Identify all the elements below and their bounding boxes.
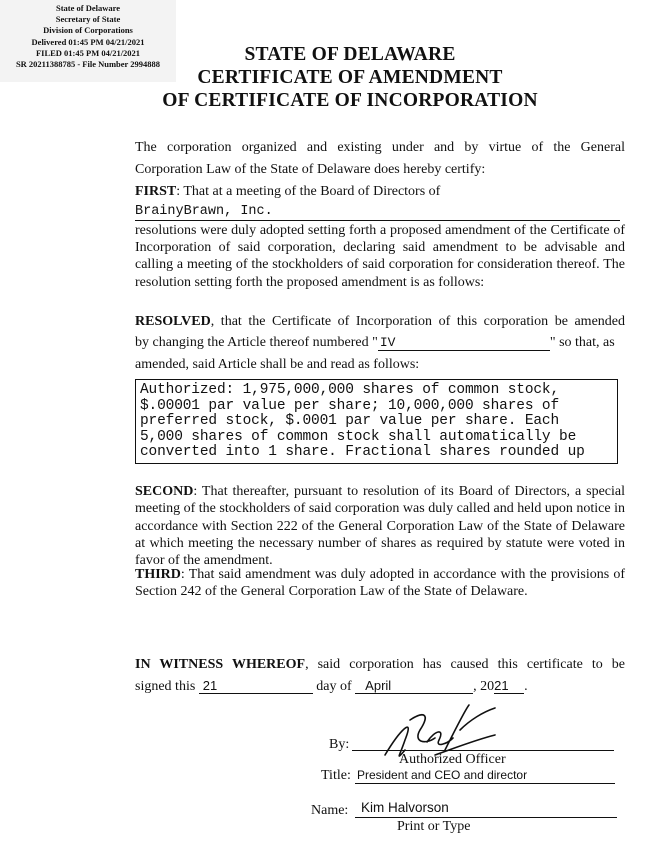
witness-label: IN WITNESS WHEREOF [135,657,306,672]
article-line: 5,000 shares of common stock shall automatically be [140,428,577,445]
print-or-type-label: Print or Type [397,819,471,834]
resolved-text-2a: by changing the Article thereof numbered " [135,335,378,350]
resolved-line-1 [135,313,625,331]
first-paragraph-heading [135,183,625,201]
name-value: Kim Halvorson [361,800,449,815]
title-value: President and CEO and director [357,768,528,782]
first-text: : That at a meeting of the Board of Directors of [176,184,441,199]
article-line: $.00001 par value per share; 10,000,000 shares of [140,397,560,414]
filing-stamp [0,0,176,82]
title-line-1: STATE OF DELAWARE [244,44,456,65]
third-label: THIRD [135,567,181,582]
stamp-line-delivered: Delivered 01:45 PM 04/21/2021 [31,36,145,47]
corporation-name-field [135,203,620,221]
title-label: Title: [321,768,351,783]
resolved-label: RESOLVED [135,314,211,329]
stamp-line-secretary: Secretary of State [55,14,121,25]
stamp-line-division: Division of Corporations [43,25,133,36]
resolved-text-1: , that the Certificate of Incorporation of this corporation be amended [210,314,625,329]
first-label: FIRST [135,184,177,199]
resolved-line-2 [135,334,625,352]
first-resolution-text: resolutions were duly adopted setting forth a proposed amendment of the Certificate of Incorporation of said corporation, declaring said amendment to be advisable and calling a meeting of the stockholders of said corporation for consideration thereof. The resolution setting forth the proposed amendment is as follows: [135,223,625,290]
signed-day: 21 [199,679,313,694]
name-label: Name: [311,803,349,818]
title-line [355,783,615,784]
resolved-text-2b: " so that, as [549,335,615,350]
signed-month: April [355,679,473,694]
witness-line-1 [135,656,625,674]
stamp-line-state: State of Delaware [55,3,121,13]
name-line [355,817,617,818]
second-paragraph [135,483,625,569]
article-line: preferred stock, $.0001 par value per share. Each [140,413,560,430]
resolved-line-3: amended, said Article shall be and read as follows: [135,357,420,372]
stamp-line-filed: FILED 01:45 PM 04/21/2021 [35,47,141,58]
intro-line-2: Corporation Law of the State of Delaware does hereby certify: [135,162,486,177]
signer-role: Authorized Officer [399,752,506,767]
witness-text: , said corporation has caused this certificate to be [305,657,625,672]
second-text: : That thereafter, pursuant to resolution of its Board of Directors, a special meeting of the stockholders of said corporation was duly called and held upon notice in accordance with Section 222 of the General Corporation Law of the State of Delaware at which meeting the necessary number of shares as required by statute were voted in favor of the amendment. [135,484,625,569]
article-number: IV [378,336,550,351]
signed-year: 21 [494,679,524,694]
second-label: SECOND [135,484,194,499]
third-text: : That said amendment was duly adopted in accordance with the provisions of Section 242 of the General Corporation Law of the State of Delaware. [135,567,625,600]
day-of-label: day of [316,679,352,694]
witness-end: . [524,679,528,694]
article-line: Authorized: 1,975,000,000 shares of common stock, [140,382,560,398]
corporation-name: BrainyBrawn, Inc. [135,204,273,219]
signed-this-label: signed this [135,679,196,694]
title-line-2: CERTIFICATE OF AMENDMENT [197,67,503,88]
article-line: converted into 1 share. Fractional shares rounded up [140,444,585,461]
year-prefix: , 20 [473,679,495,694]
intro-line-1: The corporation organized and existing under and by virtue of the General [135,140,625,155]
title-line-3: OF CERTIFICATE OF INCORPORATION [162,90,538,111]
by-label: By: [329,737,350,752]
stamp-line-file-number: SR 20211388785 - File Number 2994888 [15,59,161,70]
witness-line-2 [135,678,625,696]
third-paragraph [135,566,625,601]
article-text-box [135,379,618,464]
